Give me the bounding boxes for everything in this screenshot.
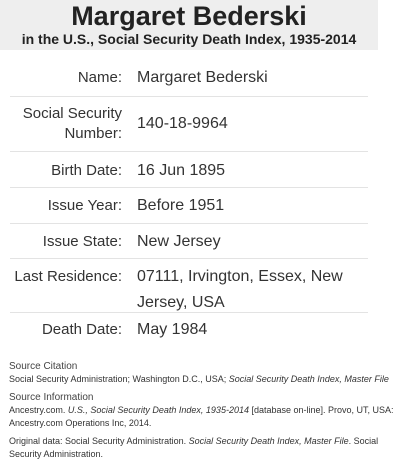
citation-italic: Social Security Death Index, Master File: [228, 374, 389, 384]
info-text-2: [database on-line]. Provo, UT, USA: Ancestry.com Operations Inc, 2014.: [9, 405, 394, 428]
death-date-row: [0, 312, 378, 348]
source-information-heading: Source Information: [9, 392, 94, 403]
issue-state-value: New Jersey: [137, 233, 221, 250]
info-italic: U.S., Social Security Death Index, 1935-2014: [67, 405, 249, 415]
original-text-2: . Social Security Administration.: [9, 436, 379, 459]
source-information-text: [9, 404, 394, 430]
last-residence-line1: 07111, Irvington, Essex, New: [137, 268, 343, 285]
record-header: [0, 0, 378, 50]
source-footer: [9, 360, 394, 466]
birth-date-label: Birth Date:: [51, 162, 122, 179]
issue-year-row: [0, 188, 378, 223]
last-residence-row: [0, 258, 378, 312]
source-citation-heading: Source Citation: [9, 361, 78, 372]
collection-subtitle: in the U.S., Social Security Death Index, 1935-2014: [21, 31, 357, 47]
original-text-1: Original data: Social Security Administration.: [9, 436, 189, 446]
source-citation: [9, 360, 394, 386]
original-italic: Social Security Death Index, Master File: [188, 436, 349, 446]
ssn-value: 140-18-9964: [137, 115, 228, 132]
death-date-value: May 1984: [137, 321, 208, 338]
name-row: [0, 58, 378, 96]
issue-year-value: Before 1951: [137, 197, 225, 214]
source-citation-text: [9, 373, 394, 386]
death-date-label: Death Date:: [41, 321, 122, 338]
ssn-row: [0, 96, 378, 152]
birth-date-row: [0, 152, 378, 188]
issue-year-label: Issue Year:: [47, 197, 122, 214]
last-residence-line2: Jersey, USA: [137, 294, 225, 311]
info-text-1: Ancestry.com.: [9, 405, 68, 415]
citation-text: Social Security Administration; Washington D.C., USA;: [9, 374, 229, 384]
original-data-text: [9, 435, 394, 461]
issue-state-row: [0, 223, 378, 258]
ssn-label: [0, 104, 122, 144]
source-information: [9, 391, 394, 430]
name-label: Name:: [77, 69, 122, 86]
last-residence-value: [137, 264, 369, 316]
birth-date-value: 16 Jun 1895: [137, 162, 226, 179]
ssn-label-line1: Social Security: [22, 105, 122, 122]
original-data: [9, 435, 394, 461]
name-value: Margaret Bederski: [137, 69, 268, 86]
page-title: Margaret Bederski: [71, 1, 307, 31]
ssn-label-line2: Number:: [64, 125, 122, 142]
last-residence-label: Last Residence:: [14, 268, 122, 285]
issue-state-label: Issue State:: [42, 233, 122, 250]
